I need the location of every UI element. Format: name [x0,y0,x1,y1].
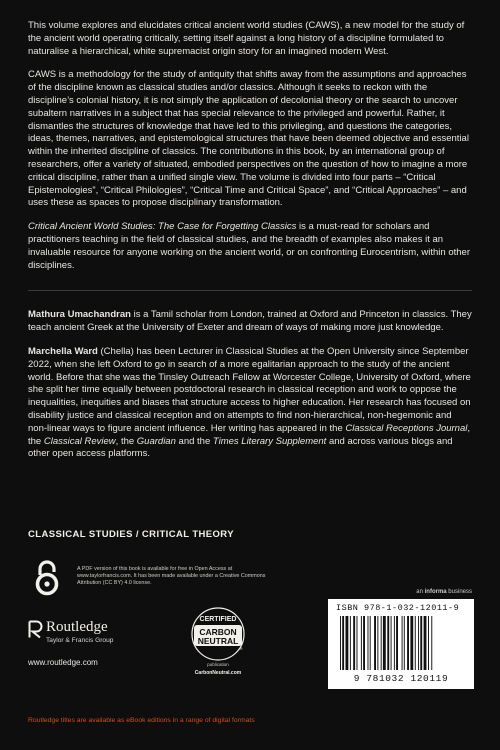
blurb-paragraph-1: This volume explores and elucidates critical ancient world studies (CAWS), a new model for the study of the ancient world operating critically, setting itself against a long history of a discipline formulated to naturalise a hierarchical, white supremacist origin story for an imagined modern West. [28,20,465,57]
journal-name: Times Literary Supplement [212,435,327,447]
publisher-subtitle: Taylor & Francis Group [46,637,114,644]
blurb-paragraph-3 [28,221,472,272]
barcode-bar [410,616,413,670]
routledge-logo-icon [28,620,43,639]
section-divider [28,290,472,291]
barcode-bar [357,616,358,670]
barcode-bar [387,616,389,670]
barcode-icon [340,616,462,670]
journal-name: Classical Receptions Journal [345,422,468,434]
barcode-bar [361,616,362,670]
barcode-bar [391,616,392,670]
barcode-bar [374,616,376,670]
barcode-bar [346,616,349,670]
barcode-bar [407,616,409,670]
barcode-bar [418,616,419,670]
barcode-bar [381,616,382,670]
author-bio-1-text: is a Tamil scholar from London, trained at Oxford and Princeton in classics. They teach ancient Greek at the University of Exeter and dream of ways of making more just knowledge. [28,309,472,334]
informa-suffix: business [446,589,472,595]
open-access-icon [28,557,68,597]
barcode-bar [377,616,378,670]
author-bio-2 [28,346,472,461]
back-cover-text [28,20,472,472]
barcode-bar [431,616,432,670]
barcode-bar [415,616,416,670]
isbn-number: ISBN 978-1-032-12011-9 [336,603,460,613]
author-name-1: Mathura Umachandran [28,309,131,321]
barcode-bar [404,616,405,670]
barcode-bar [394,616,395,670]
neutral-label: NEUTRAL [197,636,239,646]
carbon-certified-label: CERTIFIED [199,616,237,623]
separator: , the [115,435,137,447]
barcode-bar [340,616,341,670]
open-access-notice: A PDF version of this book is available for free in Open Access at www.taylorfrancis.com. It has been made available under a Creative Commons Attribution (CC BY) 4.0 license. [77,566,266,586]
informa-prefix: an [416,589,425,595]
barcode-bar [420,616,422,670]
carbon-neutral-seal [190,606,246,662]
informa-business-label [416,589,472,595]
barcode-bar [402,616,403,670]
author-bio-1 [28,309,472,335]
blurb-paragraph-3-rest: is a must-read for scholars and practitioners teaching in the field of classical studies, and the breadth of examples also makes it an invaluable resource for anyone working on the ancient world, or on confronting Eurocentrism, within other disciplines. [28,221,470,271]
journal-name: Guardian [136,435,176,447]
publisher-name: Routledge [46,619,108,635]
author-name-2: Marchella Ward [28,345,98,357]
barcode-bar [363,616,365,670]
separator: and the [175,435,213,447]
barcode-bar [370,616,371,670]
blurb-paragraph-2: CAWS is a methodology for the study of antiquity that shifts away from the assumptions and approaches of the discipline known as classical studies and/or classics. Although it seeks to reckon with the discipline’s colonial history, it is not simply the application of decolonial theory or the search to uncover subaltern narratives in a subject that has special relevance to the privileged and powerful. Rather, it dismantles the structures of knowledge that have led to this privileging, and questions the categories, ideas, themes, narratives, and epistemological structures that have been deemed objective and essential within the inherited discipline of classics. The contributions in this book, by an international group of researchers, offer a variety of situated, embodied perspectives on the question of how to imagine a more critical discipline, rather than a unified single view. The volume is divided into four parts – “Critical Epistemologies”, “Critical Philologies”, “Critical Time and Critical Space”, and “Critical Approaches” – and uses these as spaces to propose disciplinary transformation. [28,69,469,209]
barcode-bar [428,616,429,670]
ebook-availability-notice: Routledge titles are available as eBook editions in a range of digital formats [28,717,255,724]
subject-category: CLASSICAL STUDIES / CRITICAL THEORY [28,529,234,540]
barcode-bar [424,616,427,670]
barcode-bar [368,616,369,670]
carbon-neutral-url: CarbonNeutral.com [194,670,242,676]
barcode-bar [350,616,351,670]
barcode-bar [383,616,386,670]
barcode-digits: 9 781032 120119 [353,673,449,684]
isbn-barcode-panel [328,599,474,689]
author-bio-2-text: (Chella) has been Lecturer in Classical Studies at the Open University since September 2022, when she left Oxford to go in search of a more egalitarian approach to the study of the ancient world. Before that she was the Tinsley Outreach Fellow at Worcester College, University of Oxford, where she split her time equally between postdoctoral research in classical reception and work to oppose the inequalities, inequities and biases that structure access to higher education. Her research has focused on disability justice and classical reception and on attempts to find non-hierarchical, non-hegemonic and non-linear ways to figure ancient influence. Her writing has appeared in the [28,345,471,434]
barcode-bar [353,616,355,670]
informa-brand: informa [424,589,447,595]
carbon-label: CARBON [199,627,237,637]
carbon-publication-label: publication [207,662,229,667]
barcode-bar [396,616,398,670]
barcode-bar [342,616,344,670]
book-title-italic: Critical Ancient World Studies: The Case for Forgetting Classics [28,221,297,233]
registered-mark: ® [239,646,243,651]
separator: , the [28,422,471,447]
author-bio-2-end: and across various blogs and other open access platforms. [28,435,453,460]
publisher-url[interactable]: www.routledge.com [28,658,98,667]
journal-name: Classical Review [43,435,116,447]
